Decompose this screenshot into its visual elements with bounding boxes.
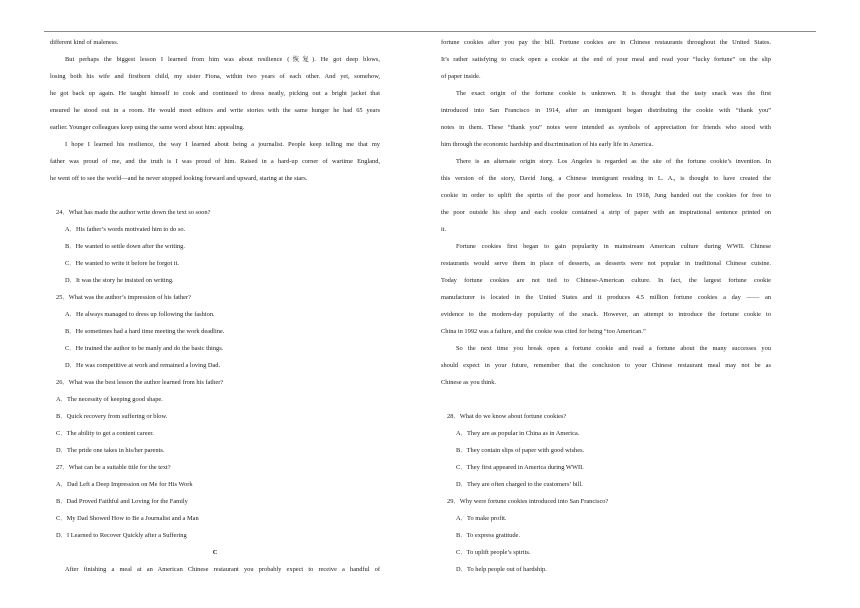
paragraph-line: But perhaps the biggest lesson I learned from him was about resilience (恢复). He got deep blows, bbox=[65, 56, 380, 63]
paragraph-popularity bbox=[441, 238, 771, 340]
question-stem: 28．What do we know about fortune cookies? bbox=[447, 413, 567, 420]
paragraph-line: earlier. Younger colleagues keep using the same word about him: appealing. bbox=[50, 124, 245, 131]
option-b: B．He sometimes had a hard time meeting the work deadline. bbox=[65, 328, 225, 335]
paragraph-line: it. bbox=[441, 226, 447, 233]
option-b: B．To express gratitude. bbox=[456, 532, 520, 539]
paragraph-line: should expect in your future, remember that the conclusion to your Chinese restaurant meal may not be as bbox=[441, 362, 771, 369]
option-d: D．To help people out of hardship. bbox=[456, 566, 547, 573]
paragraph-line: different kind of maleness. bbox=[50, 39, 119, 46]
question-25 bbox=[50, 289, 380, 374]
paragraph-line: China in 1992 was a failure, and the cookie was cited for being “too American.” bbox=[441, 328, 646, 335]
paragraph-line: manufacturer is located in the United States and it produces 4.5 million fortune cookies a day —— an bbox=[441, 294, 771, 301]
section-heading: C bbox=[212, 549, 218, 556]
paragraph-line: After finishing a meal at an American Chinese restaurant you probably expect to receive a handful of bbox=[65, 566, 380, 573]
paragraph-hope bbox=[50, 136, 380, 187]
paragraph-line: father was proud of me, and the truth is I was proud of him. Raised in a hard-up corner of wartime England, bbox=[50, 158, 380, 165]
paragraph-line: ensured he stood out in a room. He would meet editors and write stories with the same hunger he had 65 years bbox=[50, 107, 380, 114]
question-stem: 26．What was the best lesson the author learned from his father? bbox=[56, 379, 224, 386]
paragraph-line: I hope I learned his resilience, the way I learned about being a journalist. People keep telling me that my bbox=[65, 141, 380, 148]
paragraph-line: evidence to the modern-day popularity of the snack. However, an attempt to introduce the fortune cookie to bbox=[441, 311, 771, 318]
question-28 bbox=[441, 408, 771, 493]
paragraph-line: The exact origin of the fortune cookie is unknown. It is thought that the tasty snack was the first bbox=[456, 90, 771, 97]
paragraph-origin bbox=[441, 85, 771, 153]
paragraph-conclusion bbox=[441, 340, 771, 391]
option-c: C．He trained the author to be manly and do the basic things. bbox=[65, 345, 224, 352]
paragraph-line: this version of the story, David Jung, a Chinese immigrant residing in L. A., is thought to have created the bbox=[441, 175, 771, 182]
paragraph-line: he got back up again. He taught himself to cook and continued to dress neatly, picking out a bright jacket that bbox=[50, 90, 380, 97]
question-29 bbox=[441, 493, 771, 578]
option-a: A．They are as popular in China as in America. bbox=[456, 430, 580, 437]
option-d: D．The pride one takes in his/her parents. bbox=[56, 447, 165, 454]
paragraph-line: the poor outside his shop and each cookie contained a strip of paper with an inspirational sentence printed on bbox=[441, 209, 771, 216]
question-27 bbox=[50, 459, 380, 544]
option-a: A．The necessity of keeping good shape. bbox=[56, 396, 163, 403]
paragraph-line: fortune cookies after you pay the bill. Fortune cookies are in Chinese restaurants throughout the United States. bbox=[441, 39, 771, 46]
option-d: D．They are often charged to the customers’ bill. bbox=[456, 481, 583, 488]
paragraph-line: It’s rather satisfying to crack open a cookie at the end of your meal and read your “lucky fortune” on the slip bbox=[441, 56, 771, 63]
question-stem: 25．What was the author’s impression of his father? bbox=[56, 294, 191, 301]
option-b: B．Quick recovery from suffering or blow. bbox=[56, 413, 168, 420]
option-c: C．The ability to get a content career. bbox=[56, 430, 154, 437]
right-column bbox=[441, 34, 771, 578]
paragraph-line: notes in them. These “thank you” notes were intended as symbols of appreciation for friends who stood with bbox=[441, 124, 771, 131]
paragraph-line: he went off to see the world—and he never stopped looking forward and upward, staring at the stars. bbox=[50, 175, 308, 182]
paragraph-line: him through the economic hardship and discrimination of his early life in America. bbox=[441, 141, 654, 148]
option-b: B．He wanted to settle down after the writing. bbox=[65, 243, 185, 250]
paragraph-alternate-origin bbox=[441, 153, 771, 238]
paragraph-line: losing both his wife and firstborn child, my sister Fiona, within two years of each other. And yet, somehow, bbox=[50, 73, 380, 80]
option-a: A．To make profit. bbox=[456, 515, 507, 522]
question-24 bbox=[50, 204, 380, 289]
question-stem: 24．What has made the author write down the text so soon? bbox=[56, 209, 211, 216]
option-d: D．I Learned to Recover Quickly after a Suffering bbox=[56, 532, 187, 539]
header-rule bbox=[44, 31, 816, 32]
paragraph-resilience bbox=[50, 51, 380, 136]
paragraph-line: Chinese as you think. bbox=[441, 379, 497, 386]
paragraph-line: cookie in order to uplift the spirits of the poor and homeless. In 1918, Jung handed out the cookies for free to bbox=[441, 192, 771, 199]
paragraph-line: restaurants would serve them in place of desserts, as desserts were not popular in traditional Chinese cuisine. bbox=[441, 260, 771, 267]
paragraph-line: Today fortune cookies are not tied to Chinese-American culture. In fact, the largest fortune cookie bbox=[441, 277, 771, 284]
option-d: D．He was competitive at work and remained a loving Dad. bbox=[65, 362, 221, 369]
option-c: C．He wanted to write it before he forgot it. bbox=[65, 260, 179, 267]
option-c: C．My Dad Showed How to Be a Journalist and a Man bbox=[56, 515, 199, 522]
option-a: A．His father’s words motivated him to do so. bbox=[65, 226, 186, 233]
question-stem: 29．Why were fortune cookies introduced into San Francisco? bbox=[447, 498, 609, 505]
paragraph-intro bbox=[441, 34, 771, 85]
question-stem: 27．What can be a suitable title for the text? bbox=[56, 464, 171, 471]
option-d: D．It was the story he insisted on writing. bbox=[65, 277, 174, 284]
option-c: C．To uplift people’s spirits. bbox=[456, 549, 531, 556]
option-b: B．Dad Proved Faithful and Loving for the Family bbox=[56, 498, 188, 505]
option-b: B．They contain slips of paper with good wishes. bbox=[456, 447, 585, 454]
option-a: A．Dad Left a Deep Impression on Me for His Work bbox=[56, 481, 193, 488]
left-column bbox=[50, 34, 380, 578]
option-c: C．They first appeared in America during WWII. bbox=[456, 464, 584, 471]
option-a: A．He always managed to dress up following the fashion. bbox=[65, 311, 215, 318]
paragraph-line: of paper inside. bbox=[441, 73, 481, 80]
paragraph-line: Fortune cookies first began to gain popularity in mainstream American culture during WWII. Chinese bbox=[456, 243, 771, 250]
paragraph-line: introduced into San Francisco in 1914, after an immigrant began distributing the cookie with “thank you” bbox=[441, 107, 771, 114]
paragraph-line: There is an alternate origin story. Los Angeles is regarded as the site of the fortune cookie’s invention. In bbox=[456, 158, 771, 165]
question-26 bbox=[50, 374, 380, 459]
paragraph-line: So the next time you break open a fortune cookie and read a fortune about the many successes you bbox=[456, 345, 771, 352]
